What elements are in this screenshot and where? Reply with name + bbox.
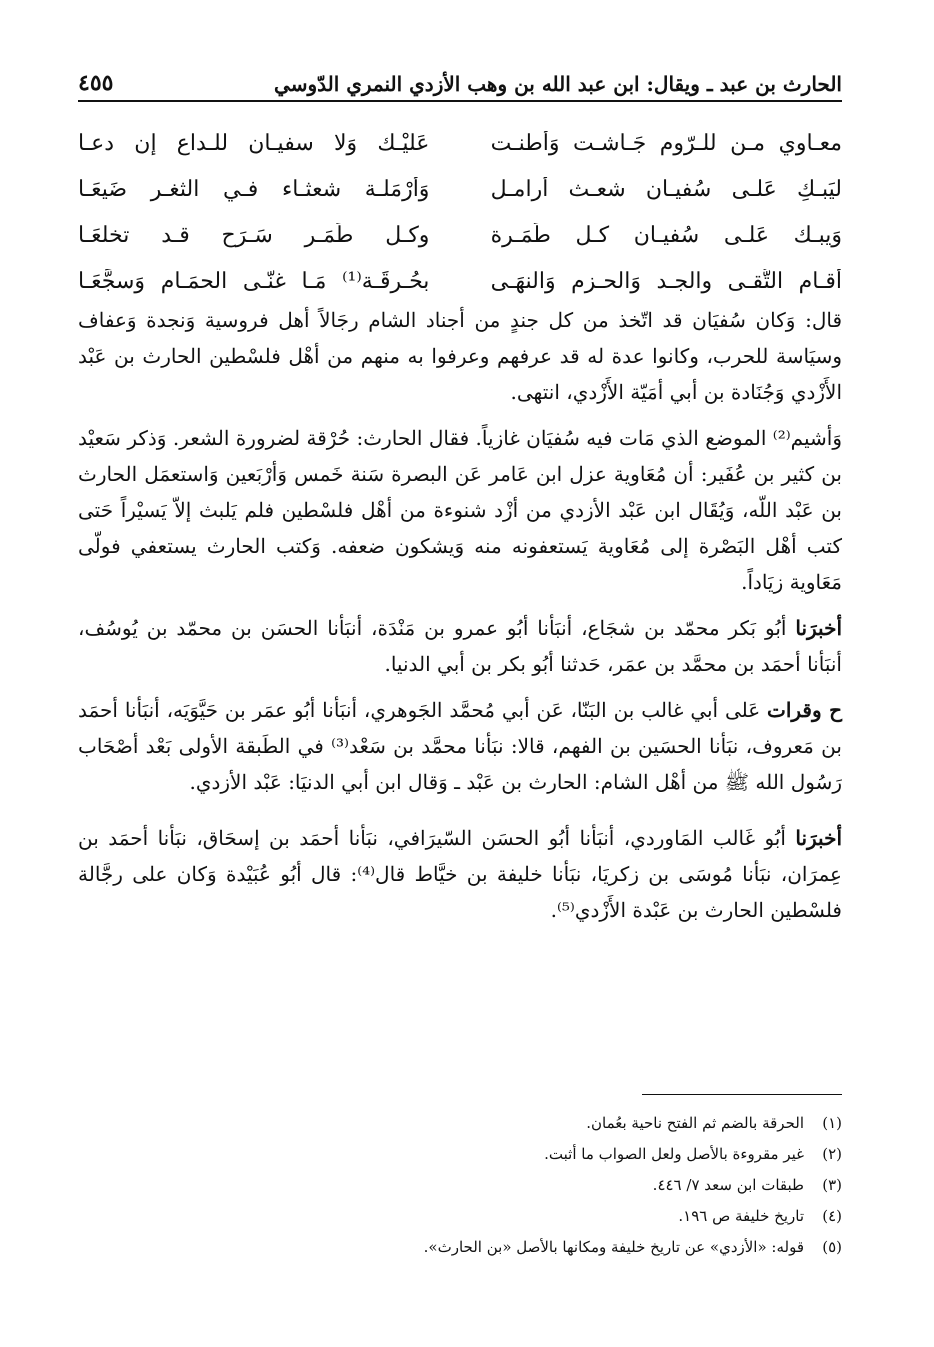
verse-second-hemistich: وَأرْمَلـة شعثـاء فـي الثغـر ضَيعَـا	[78, 176, 430, 202]
verse-second-hemistich: بحُـرقَـة⁽¹⁾ مَـا غنّـى الحمَـام وَسجَّعَـا	[78, 268, 430, 294]
paragraph	[78, 420, 842, 600]
paragraph-lead: ح وقرات	[767, 698, 843, 722]
footnote-text: قوله: «الأزدي» عن تاريخ خليفة ومكانها بالأصل «بن الحارث».	[423, 1238, 804, 1256]
poem-verse	[78, 258, 842, 304]
footnote-text: تاريخ خليفة ص ١٩٦.	[678, 1207, 804, 1225]
running-head: الحارث بن عبد ـ ويقال: ابن عبد الله بن وهب الأزدي النمري الدّوسي	[274, 72, 842, 96]
paragraph-text: قال: وَكان سُفيَان قد اتّخذ من كل جندٍ من أجناد الشام رجَالاً أهل فروسية وَنجدة وَعفاف وسيَاسة للحرب، وكانوا عدة له قد عرفهم وعرفوا به منهم من أهْل فلسْطين الحارث بن عَبْد الأَزْدي وَجُنَادة بن أبي أمَيّة الأَزْدي، انتهى.	[78, 308, 843, 404]
verse-second-hemistich: عَليْـك وَلا سفيـان للـداع إن دعـا	[78, 130, 430, 156]
paragraph	[78, 820, 842, 928]
main-text	[78, 302, 842, 938]
footnote-separator	[642, 1094, 842, 1095]
footnote-text: الحرقة بالضم ثم الفتح ناحية بعُمان.	[586, 1114, 804, 1132]
verse-second-hemistich: وكـل طَمَـر سَـرَح قـد تخلعَـا	[78, 222, 430, 248]
footnote-text: غير مقروءة بالأصل ولعل الصواب ما أثبت.	[544, 1145, 804, 1163]
paragraph-text: أبُو غَالب المَاوردي، أنبَأنا أبُو الحسَن السّيرَافي، نبَأنا أحمَد بن إسحَاق، نبَأنا أحمَد بن عِمرَان، نبَأنا مُوسَى بن زكريَا، نبَأنا خليفة بن خيَّاط قال⁽⁴⁾: قال أبُو عُبَيْدة وَكان على رجَّالة فلسْطين الحارث بن عَبْدة الأَزْدي⁽⁵⁾.	[78, 826, 842, 922]
paragraph-text: وَأشيم⁽²⁾ الموضع الذي مَات فيه سُفيَان غازياً. فقال الحارث: حُرْقة لضرورة الشعر. وَذكر سَعيْد بن كثير بن عُفَير: أن مُعَاوية عزل ابن عَامر عَن البصرة سَنة خَمس وَأرْبَعين وَاستعمَل الحارث بن عَبْد اللّه، وَيُقَال ابن عَبْد الأزدي من أزْد شنوءة من أهْل فلسْطين فلم يَلبث إلاّ يَسيْراً حَتى كتب أهْل البَصْرة إلى مُعَاوية يَستعفونه منه وَيشكون ضعفه. وَكتب الحارث يستعفي فولّى مَعَاوية زيَاداً.	[78, 426, 842, 594]
poem-verse	[78, 212, 842, 258]
verse-first-hemistich: وَيبـك عَلـى سُفيـان كـل طَمَـرة	[490, 222, 842, 248]
footnote	[78, 1201, 842, 1232]
paragraph	[78, 610, 842, 682]
page-number: ٤٥٥	[78, 70, 114, 96]
verse-first-hemistich: ليَبـكِ عَلـى سُفيـان شعـث أرامـل	[490, 176, 842, 202]
footnote-number: (٤)	[822, 1207, 842, 1225]
footnote	[78, 1108, 842, 1139]
paragraph	[78, 692, 842, 800]
poem-verse	[78, 120, 842, 166]
footnote-number: (٥)	[822, 1238, 842, 1256]
paragraph-text: عَلى أبي غالب بن البَنّا، عَن أبي مُحمَّد الجَوهري، أنبَأنا أبُو عمَر بن حَيَّوَيَه، أنبَأنا أحمَد بن مَعروف، نبَأنا الحسَين بن الفهم، قالا: نبَأنا محمَّد بن سَعْد⁽³⁾ في الطَبقة الأولى بَعْد أصْحَاب رَسُول الله ﷺ من أهْل الشام: الحارث بن عَبْد ـ وَقال ابن أبي الدنيَا: عَبْد الأزدي.	[78, 698, 842, 794]
footnote-number: (٢)	[822, 1145, 842, 1163]
footnote-number: (١)	[822, 1114, 842, 1132]
paragraph-lead: أخبرَنا	[795, 826, 842, 850]
verse-first-hemistich: معـاوي مـن للـرّوم جَـاشـت وَأطنـت	[490, 130, 842, 156]
footnote-number: (٣)	[822, 1176, 842, 1194]
paragraph	[78, 302, 842, 410]
paragraph-text: أبُو بَكر محمّد بن شجَاع، أنبَأنا أبُو عمرو بن مَنْدَة، أنبَأنا الحسَن بن محمّد بن يُوسُف، أنبَأنا أحمَد بن محمَّد بن عمَر، حَدثنا أبُو بكر بن أبي الدنيا.	[78, 616, 842, 676]
poem-block	[78, 120, 842, 304]
footnote	[78, 1232, 842, 1263]
footnotes	[78, 1108, 842, 1263]
footnote-text: طبقات ابن سعد ٧/ ٤٤٦.	[652, 1176, 804, 1194]
paragraph-lead: أخبرَنا	[795, 616, 842, 640]
page-header	[78, 52, 842, 102]
verse-first-hemistich: أقـام التُّقـى والجـد وَالحـزم وَالنهَـى	[490, 268, 842, 294]
poem-verse	[78, 166, 842, 212]
footnote	[78, 1139, 842, 1170]
footnote	[78, 1170, 842, 1201]
